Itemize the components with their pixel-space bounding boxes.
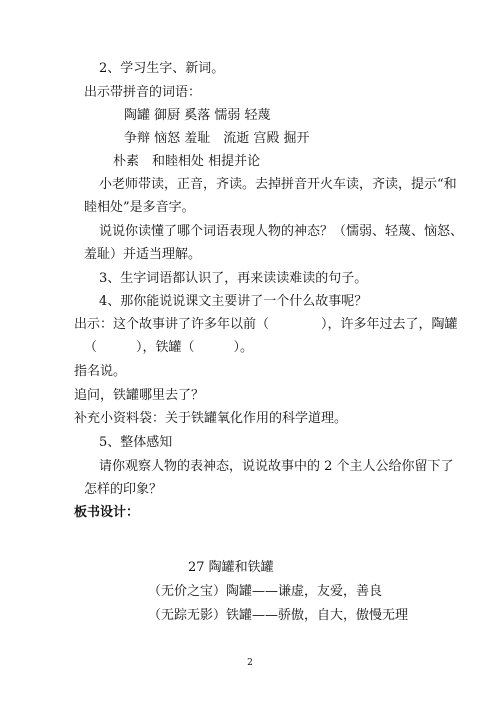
- board-row-clay-pot: （无价之宝）陶罐——谦虚，友爱，善良: [148, 584, 383, 599]
- step-4-text: 4、那你能说说课文主要讲了一个什么故事呢？: [99, 294, 368, 309]
- step-2-heading: 2、学习生字、新词。: [99, 61, 225, 76]
- vocab-row-3: 朴素 和睦相处 相提并论: [113, 154, 261, 169]
- reading-instruction-line-2: 睦相处”是多音字。: [84, 200, 195, 215]
- fill-in-line-1: 出示：这个故事讲了许多年以前（ ），许多年过去了，陶罐: [74, 317, 458, 332]
- vocab-row-1: 陶罐 御厨 奚落 懦弱 轻蔑: [124, 108, 271, 123]
- step-3-text: 3、生字词语都认识了，再来读读难读的句子。: [99, 271, 368, 286]
- name-call-text: 指名说。: [74, 364, 127, 379]
- board-row-iron-pot: （无踪无影）铁罐——骄傲，自大，傲慢无理: [148, 608, 409, 623]
- expression-question-line-1: 说说你读懂了哪个词语表现人物的神态？（懦弱、轻蔑、恼怒、: [99, 224, 464, 239]
- page-number: 2: [247, 658, 253, 668]
- supplement-info: 补充小资料袋：关于铁罐氧化作用的科学道理。: [74, 411, 348, 426]
- fill-in-line-2: （ ），铁罐（ ）。: [84, 340, 254, 355]
- impression-question-line-1: 请你观察人物的表神态，说说故事中的 2 个主人公给你留下了: [99, 459, 454, 474]
- reading-instruction-line-1: 小老师带读，正音，齐读。去掉拼音开火车读，齐读，提示“和: [99, 177, 457, 192]
- show-pinyin-words: 出示带拼音的词语：: [84, 85, 202, 100]
- follow-up-question: 追问，铁罐哪里去了？: [74, 388, 205, 403]
- expression-question-line-2: 羞耻）并适当理解。: [84, 247, 202, 262]
- step-5-heading: 5、整体感知: [99, 435, 173, 450]
- vocab-row-2: 争辩 恼怒 羞耻 流逝 宫殿 掘开: [124, 131, 310, 146]
- impression-question-line-2: 怎样的印象？: [84, 482, 163, 497]
- board-design-heading: 板书设计：: [74, 505, 140, 520]
- board-title: 27 陶罐和铁罐: [188, 560, 274, 575]
